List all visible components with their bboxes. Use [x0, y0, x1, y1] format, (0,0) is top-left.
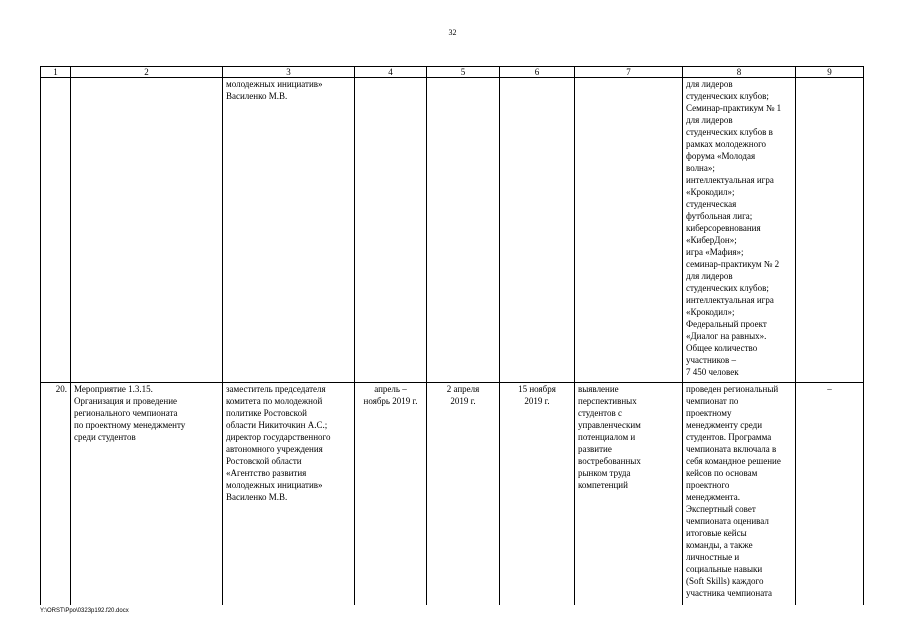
text-line: проведен региональный: [686, 384, 779, 394]
text-line: регионального чемпионата: [74, 408, 178, 418]
text-line: киберсоревнования: [686, 223, 761, 233]
text-line: себя командное решение: [686, 456, 781, 466]
text-line: команды, а также: [686, 540, 753, 550]
text-line: для лидеров: [686, 79, 733, 89]
text-line: Общее количество: [686, 343, 758, 353]
text-line: Организация и проведение: [74, 396, 178, 406]
cell-result: [683, 383, 796, 606]
text-line: развитие: [578, 444, 612, 454]
column-header: 5: [427, 67, 500, 78]
text-line: для лидеров: [686, 271, 733, 281]
cell-start: [427, 383, 500, 606]
text-line: 2 апреля: [446, 384, 480, 394]
cell-responsible: [223, 78, 355, 383]
text-line: Мероприятие 1.3.15.: [74, 384, 153, 394]
text-line: ноябрь 2019 г.: [363, 396, 418, 406]
text-line: Экспертный совет: [686, 504, 756, 514]
text-line: по проектному менеджменту: [74, 420, 186, 430]
text-line: личностные и: [686, 552, 740, 562]
text-line: студенческая: [686, 199, 737, 209]
text-line: политике Ростовской: [226, 408, 307, 418]
text-line: проектному: [686, 408, 732, 418]
table-row-continued: [41, 78, 864, 383]
cell-event: [71, 78, 223, 383]
text-line: «Крокодил»;: [686, 187, 735, 197]
text-line: среди студентов: [74, 432, 136, 442]
column-header: 4: [355, 67, 427, 78]
cell-end: [500, 383, 575, 606]
text-line: апрель –: [374, 384, 407, 394]
cell-note: [796, 78, 864, 383]
text-line: «Агентство развития: [226, 468, 307, 478]
text-line: Семинар-практикум № 1: [686, 103, 782, 113]
column-header: 7: [575, 67, 683, 78]
column-header: 2: [71, 67, 223, 78]
text-line: молодежных инициатив»: [226, 79, 323, 89]
text-line: 15 ноября: [518, 384, 556, 394]
text-line: заместитель председателя: [226, 384, 326, 394]
text-line: управленческим: [578, 420, 641, 430]
cell-num: [41, 78, 71, 383]
text-line: «Диалог на равных».: [686, 331, 767, 341]
text-line: участника чемпионата: [686, 588, 773, 598]
text-line: волна»;: [686, 163, 715, 173]
cell-expected: [575, 78, 683, 383]
text-line: Ростовской области: [226, 456, 302, 466]
page-number: 32: [448, 28, 457, 37]
text-line: итоговые кейсы: [686, 528, 747, 538]
text-line: футбольная лига;: [686, 211, 753, 221]
text-line: потенциалом и: [578, 432, 636, 442]
cell-result: [683, 78, 796, 383]
text-line: студенческих клубов;: [686, 283, 769, 293]
text-line: студентов с: [578, 408, 622, 418]
text-line: участников –: [686, 355, 736, 365]
text-line: студенческих клубов в: [686, 127, 773, 137]
text-line: компетенций: [578, 480, 628, 490]
text-line: (Soft Skills) каждого: [686, 576, 764, 586]
column-header: 9: [796, 67, 864, 78]
text-line: чемпионата включала в: [686, 444, 777, 454]
text-line: 7 450 человек: [686, 367, 739, 377]
text-line: студентов. Программа: [686, 432, 772, 442]
cell-period: [355, 78, 427, 383]
text-line: проектного: [686, 480, 730, 490]
text-line: «КиберДон»;: [686, 235, 737, 245]
text-line: 2019 г.: [524, 396, 550, 406]
text-line: Василенко М.В.: [226, 91, 288, 101]
cell-end: [500, 78, 575, 383]
text-line: интеллектуальная игра: [686, 175, 774, 185]
text-line: для лидеров: [686, 115, 733, 125]
column-number-row: [41, 67, 864, 78]
text-line: игра «Мафия»;: [686, 247, 744, 257]
text-line: чемпионат по: [686, 396, 739, 406]
cell-start: [427, 78, 500, 383]
text-line: 2019 г.: [450, 396, 476, 406]
text-line: социальные навыки: [686, 564, 763, 574]
text-line: семинар-практикум № 2: [686, 259, 780, 269]
column-header: 6: [500, 67, 575, 78]
table-row-20: [41, 383, 864, 606]
text-line: интеллектуальная игра: [686, 295, 774, 305]
text-line: автономного учреждения: [226, 444, 323, 454]
text-line: комитета по молодежной: [226, 396, 323, 406]
cell-expected: [575, 383, 683, 606]
text-line: студенческих клубов;: [686, 91, 769, 101]
text-line: менеджмента.: [686, 492, 740, 502]
text-line: менеджменту среди: [686, 420, 763, 430]
cell-period: [355, 383, 427, 606]
column-header: 1: [41, 67, 71, 78]
text-line: чемпионата оценивал: [686, 516, 769, 526]
cell-note: –: [796, 383, 864, 606]
report-table: [40, 66, 864, 605]
cell-event: [71, 383, 223, 606]
text-line: рамках молодежного: [686, 139, 767, 149]
text-line: «Крокодил»;: [686, 307, 735, 317]
cell-num: 20.: [41, 383, 71, 606]
column-header: 8: [683, 67, 796, 78]
text-line: форума «Молодая: [686, 151, 756, 161]
column-header: 3: [223, 67, 355, 78]
text-line: Василенко М.В.: [226, 492, 288, 502]
text-line: кейсов по основам: [686, 468, 758, 478]
text-line: выявление: [578, 384, 619, 394]
text-line: директор государственного: [226, 432, 331, 442]
cell-responsible: [223, 383, 355, 606]
text-line: Федеральный проект: [686, 319, 767, 329]
text-line: молодежных инициатив»: [226, 480, 323, 490]
text-line: перспективных: [578, 396, 637, 406]
text-line: области Никиточкин А.С.;: [226, 420, 328, 430]
text-line: рынком труда: [578, 468, 631, 478]
file-path-footer: Y:\ORST\Ppo\0323p192.f20.docx: [40, 608, 129, 614]
text-line: востребованных: [578, 456, 641, 466]
